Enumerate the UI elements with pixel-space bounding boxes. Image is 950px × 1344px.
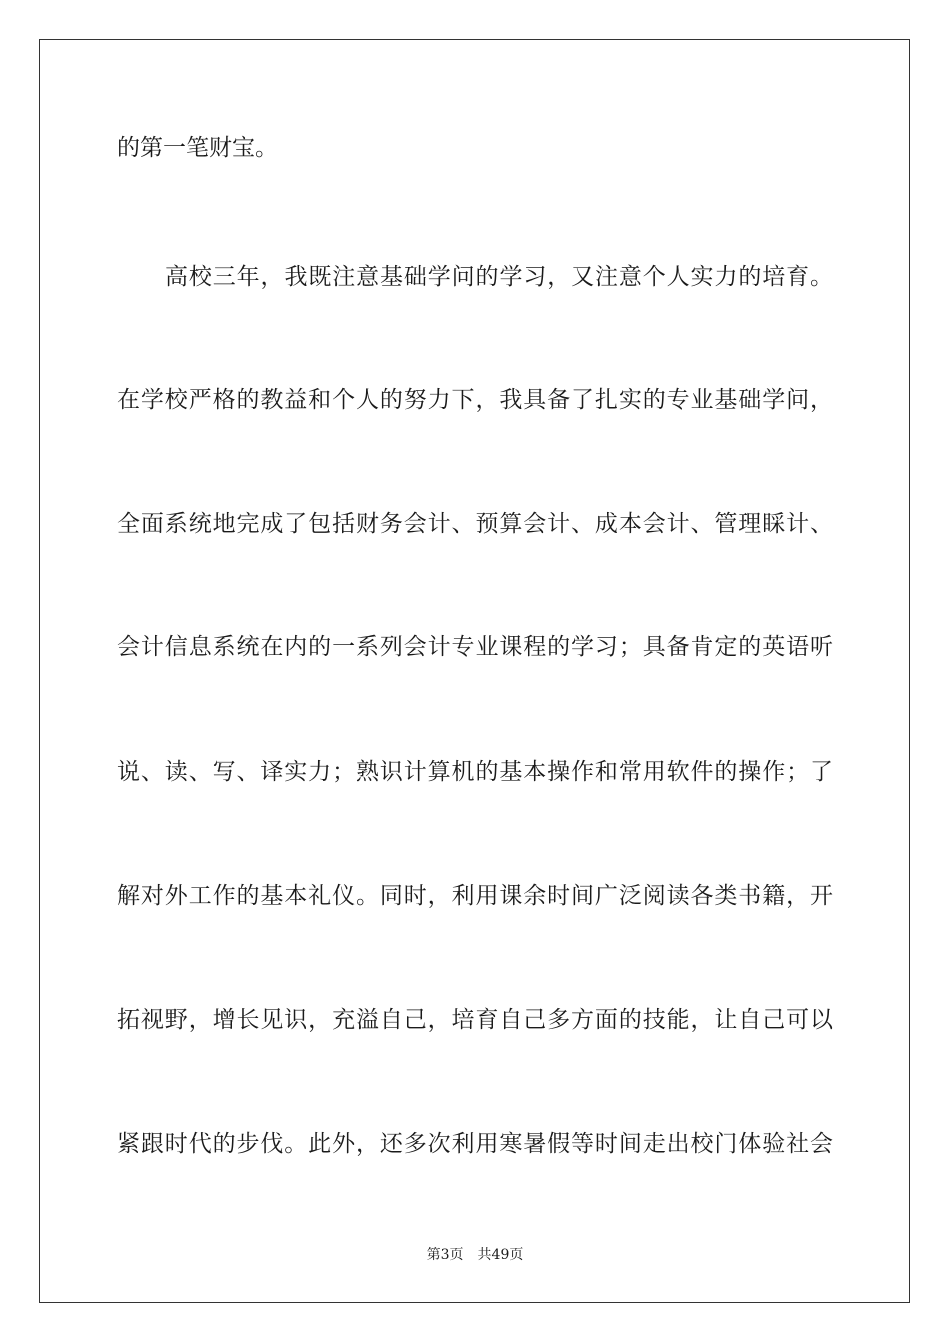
- paragraph-line: 高校三年，我既注意基础学问的学习，又注意个人实力的培育。: [165, 264, 833, 290]
- page-border: [39, 39, 910, 1303]
- paragraph-line: 的第一笔财宝。: [117, 135, 278, 161]
- paragraph-line: 拓视野，增长见识，充溢自己，培育自己多方面的技能，让自己可以: [117, 1007, 833, 1033]
- paragraph-line: 会计信息系统在内的一系列会计专业课程的学习；具备肯定的英语听: [117, 634, 833, 660]
- paragraph-line: 在学校严格的教益和个人的努力下，我具备了扎实的专业基础学问，: [117, 387, 833, 413]
- paragraph-line: 紧跟时代的步伐。此外，还多次利用寒暑假等时间走出校门体验社会: [117, 1131, 833, 1157]
- paragraph-line: 说、读、写、译实力；熟识计算机的基本操作和常用软件的操作；了: [117, 759, 833, 785]
- page-footer: [0, 1246, 950, 1264]
- paragraph-line: 解对外工作的基本礼仪。同时，利用课余时间广泛阅读各类书籍，开: [117, 883, 833, 909]
- page-number: 第3页: [426, 1247, 464, 1263]
- paragraph-line: 全面系统地完成了包括财务会计、预算会计、成本会计、管理睬计、: [117, 511, 833, 537]
- page-total: 共49页: [477, 1247, 524, 1263]
